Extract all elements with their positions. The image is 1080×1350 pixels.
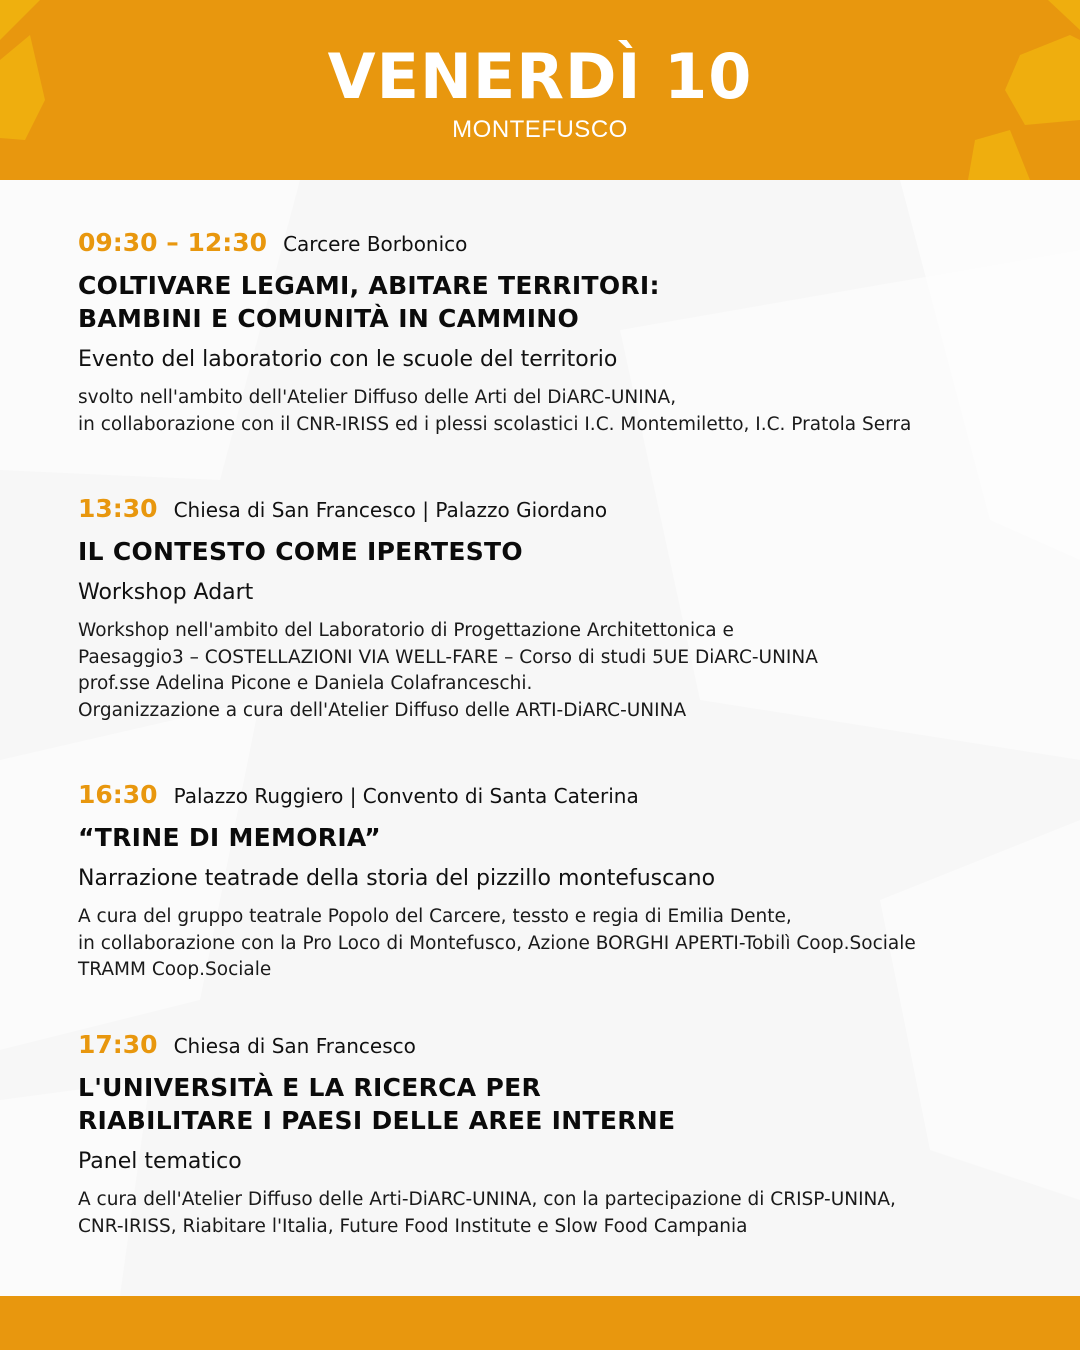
- event-description-line: prof.sse Adelina Picone e Daniela Colafranceschi.: [78, 673, 533, 694]
- event-subtitle: Narrazione teatrade della storia del pizzillo montefuscano: [78, 866, 716, 891]
- event-description-line: in collaborazione con la Pro Loco di Montefusco, Azione BORGHI APERTI-Tobilì Coop.Sociale: [78, 932, 916, 954]
- event-item: [78, 780, 1018, 984]
- place-title: MONTEFUSCO: [452, 116, 628, 143]
- event-time: 09:30 – 12:30: [78, 228, 268, 257]
- event-subtitle: Workshop Adart: [78, 580, 254, 605]
- event-description: [78, 385, 1018, 438]
- event-location: Chiesa di San Francesco | Palazzo Giordano: [173, 498, 608, 522]
- event-description-line: svolto nell'ambito dell'Atelier Diffuso delle Arti del DiARC-UNINA,: [78, 387, 677, 408]
- header-banner: [0, 0, 1080, 180]
- event-title: [78, 821, 1018, 854]
- event-location: Chiesa di San Francesco: [173, 1034, 416, 1058]
- event-title-line: RIABILITARE I PAESI DELLE AREE INTERNE: [78, 1106, 676, 1135]
- event-time: 17:30: [78, 1030, 158, 1059]
- event-title-line: L'UNIVERSITÀ E LA RICERCA PER: [78, 1073, 541, 1102]
- event-subtitle: Panel tematico: [78, 1149, 242, 1174]
- event-description-line: Paesaggio3 – COSTELLAZIONI VIA WELL-FARE – Corso di studi 5UE DiARC-UNINA: [78, 646, 818, 668]
- event-description: [78, 904, 1018, 984]
- event-item: [78, 1030, 1018, 1240]
- event-description-line: TRAMM Coop.Sociale: [78, 959, 272, 980]
- event-location: Carcere Borbonico: [283, 232, 468, 256]
- event-description-line: in collaborazione con il CNR-IRISS ed i plessi scolastici I.C. Montemiletto, I.C. Pratola Serra: [78, 413, 912, 435]
- event-title-line: IL CONTESTO COME IPERTESTO: [78, 537, 523, 566]
- event-title: [78, 535, 1018, 568]
- event-time: 13:30: [78, 494, 158, 523]
- event-item: [78, 228, 1018, 438]
- footer-bar: [0, 1296, 1080, 1350]
- event-location: Palazzo Ruggiero | Convento di Santa Caterina: [173, 784, 639, 808]
- event-title-line: COLTIVARE LEGAMI, ABITARE TERRITORI:: [78, 271, 660, 300]
- event-description-line: A cura dell'Atelier Diffuso delle Arti-DiARC-UNINA, con la partecipazione di CRISP-UNINA,: [78, 1189, 896, 1210]
- event-description-line: Organizzazione a cura dell'Atelier Diffuso delle ARTI-DiARC-UNINA: [78, 699, 687, 721]
- event-description-line: Workshop nell'ambito del Laboratorio di Progettazione Architettonica e: [78, 620, 734, 641]
- event-title-line: “TRINE DI MEMORIA”: [78, 823, 382, 852]
- event-description-line: A cura del gruppo teatrale Popolo del Carcere, tessto e regia di Emilia Dente,: [78, 906, 792, 927]
- event-description: [78, 1187, 1018, 1240]
- event-subtitle: Evento del laboratorio con le scuole del territorio: [78, 347, 618, 372]
- event-title: [78, 1071, 1018, 1137]
- event-title: [78, 269, 1018, 335]
- event-description-line: CNR-IRISS, Riabitare l'Italia, Future Food Institute e Slow Food Campania: [78, 1215, 748, 1237]
- day-title: VENERDÌ 10: [327, 40, 753, 113]
- event-item: [78, 494, 1018, 724]
- event-title-line: BAMBINI E COMUNITÀ IN CAMMINO: [78, 304, 580, 333]
- event-description: [78, 618, 1018, 724]
- event-time: 16:30: [78, 780, 158, 809]
